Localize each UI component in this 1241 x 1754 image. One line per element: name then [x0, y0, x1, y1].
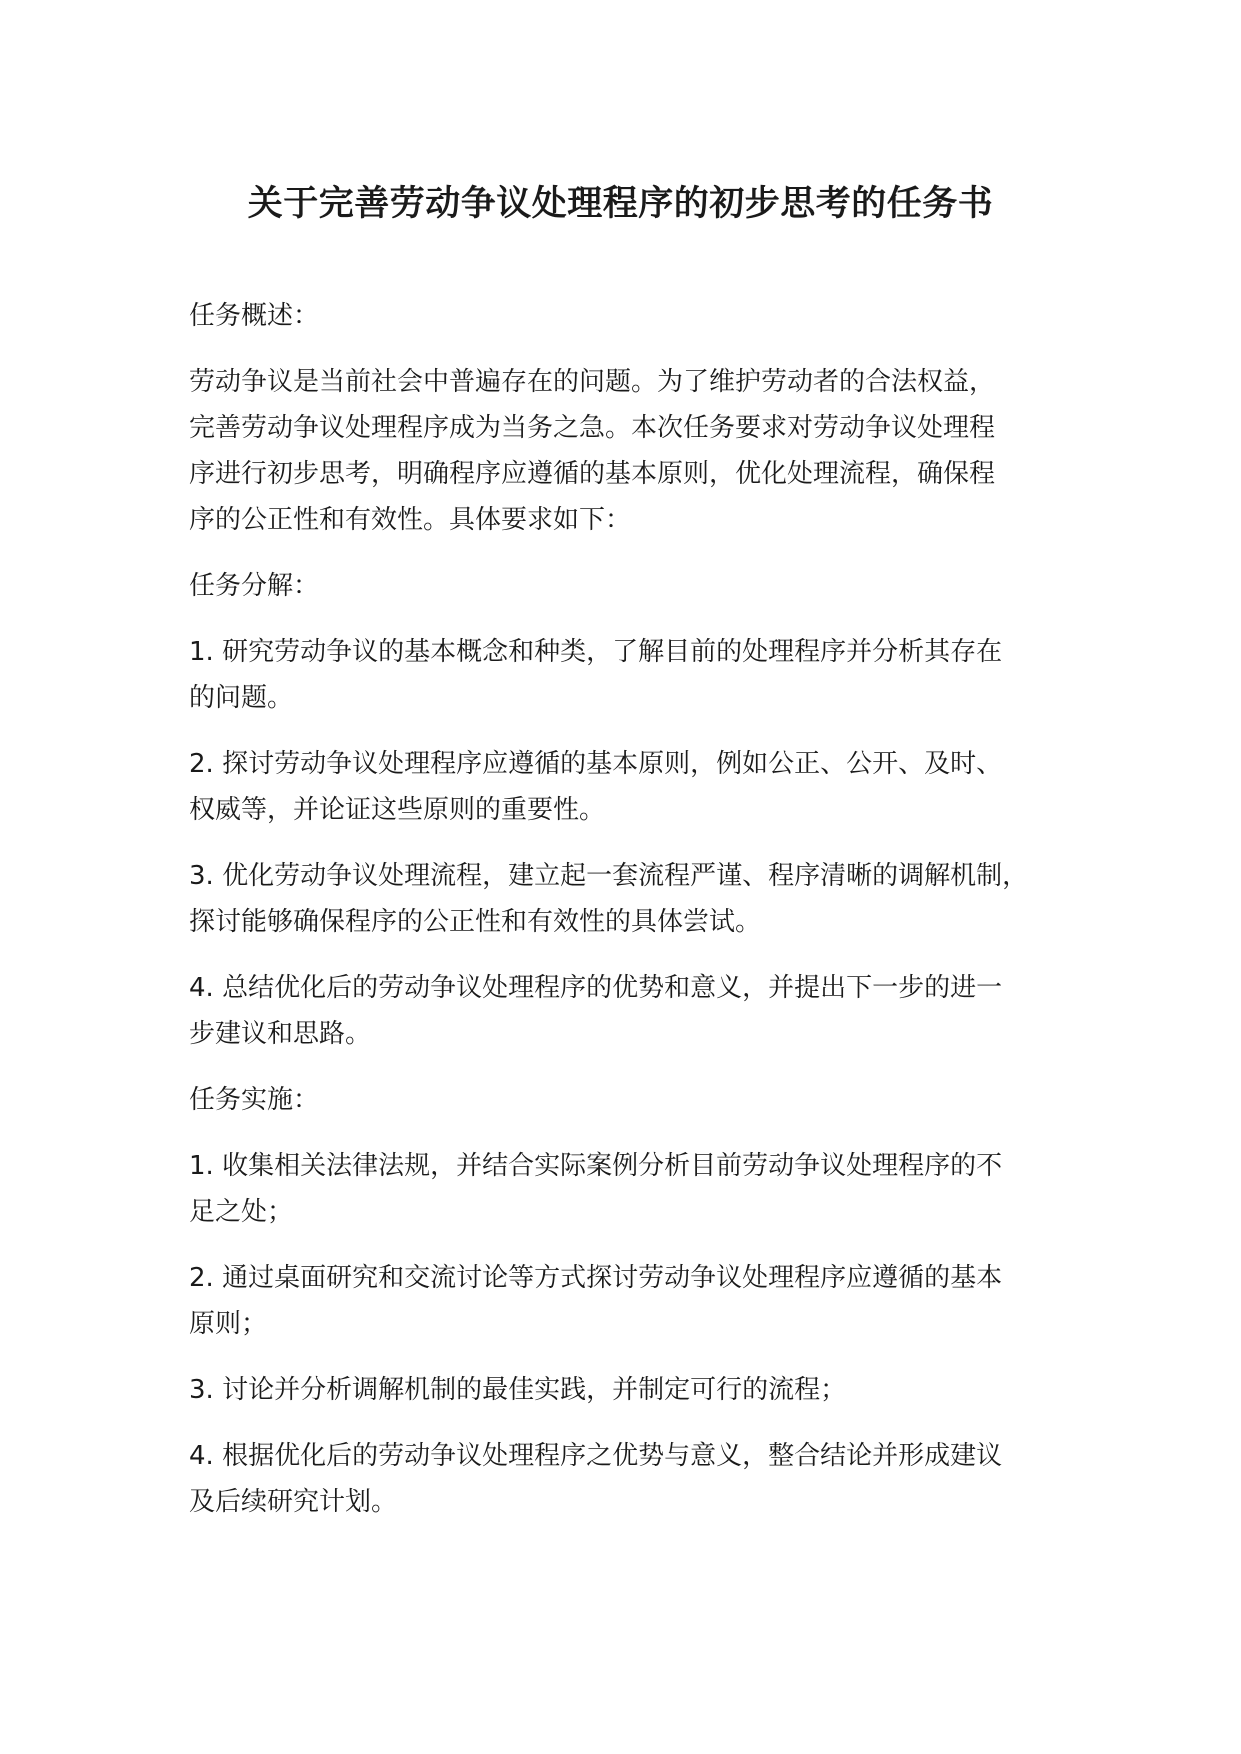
document-body — [189, 293, 1089, 1545]
breakdown-item-1: 1. 研究劳动争议的基本概念和种类，了解目前的处理程序并分析其存在 的问题。 — [189, 637, 1003, 713]
breakdown-item-2: 2. 探讨劳动争议处理程序应遵循的基本原则，例如公正、公开、及时、 权威等，并论证这些原则的重要性。 — [189, 749, 1003, 825]
breakdown-item-4: 4. 总结优化后的劳动争议处理程序的优势和意义，并提出下一步的进一 步建议和思路。 — [189, 973, 1003, 1049]
implementation-item-1: 1. 收集相关法律法规，并结合实际案例分析目前劳动争议处理程序的不 足之处； — [189, 1151, 1003, 1227]
implementation-item-3: 3. 讨论并分析调解机制的最佳实践，并制定可行的流程； — [189, 1375, 847, 1405]
section-heading-breakdown: 任务分解： — [189, 571, 320, 601]
document-title: 关于完善劳动争议处理程序的初步思考的任务书 — [247, 184, 994, 224]
section-heading-overview: 任务概述： — [189, 301, 320, 331]
implementation-item-2: 2. 通过桌面研究和交流讨论等方式探讨劳动争议处理程序应遵循的基本 原则； — [189, 1263, 1003, 1339]
section-heading-implementation: 任务实施： — [189, 1085, 320, 1115]
breakdown-item-3: 3. 优化劳动争议处理流程，建立起一套流程严谨、程序清晰的调解机制， 探讨能够确保程序的公正性和有效性的具体尝试。 — [189, 861, 1029, 937]
overview-paragraph: 劳动争议是当前社会中普遍存在的问题。为了维护劳动者的合法权益， 完善劳动争议处理程序成为当务之急。本次任务要求对劳动争议处理程 序进行初步思考，明确程序应遵循的基本原则，优化处理流程，确保程 序的公正性和有效性。具体要求如下： — [189, 367, 996, 535]
implementation-item-4: 4. 根据优化后的劳动争议处理程序之优势与意义，整合结论并形成建议 及后续研究计划。 — [189, 1441, 1003, 1517]
